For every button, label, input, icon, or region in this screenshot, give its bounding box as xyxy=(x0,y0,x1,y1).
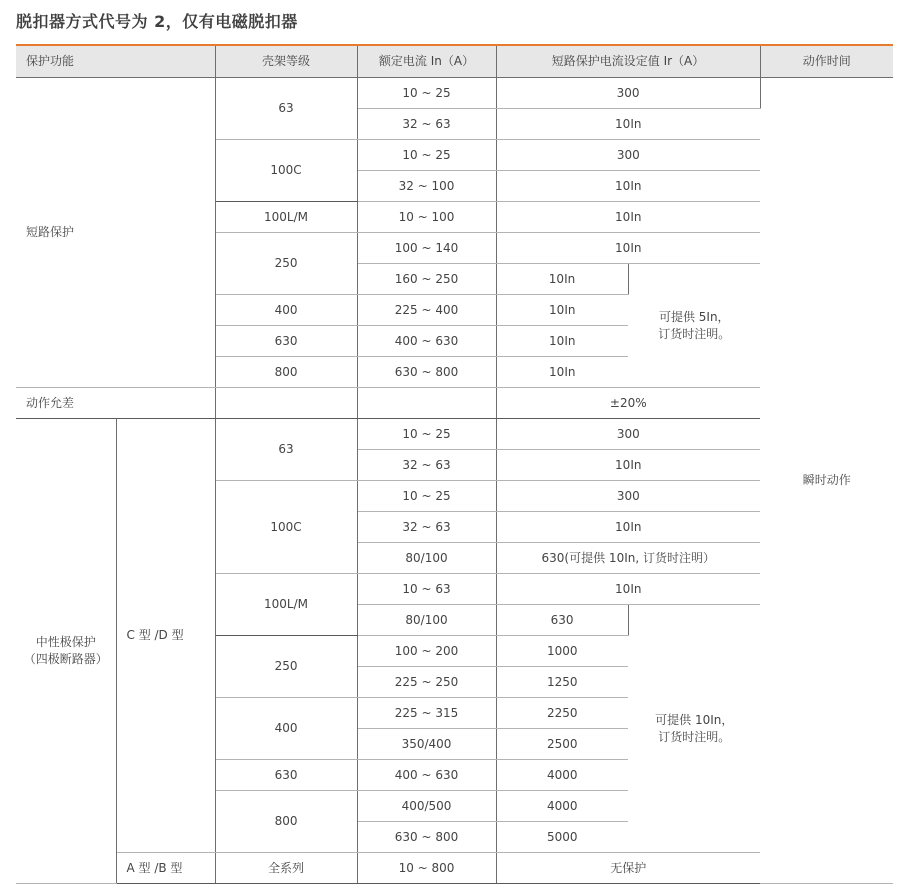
table-row xyxy=(16,78,893,109)
tolerance-value: ±20% xyxy=(496,388,760,419)
rated-current-cell: 80/100 xyxy=(357,605,496,636)
note-line: 可提供 5In， xyxy=(658,309,730,324)
note-line: 可提供 10In， xyxy=(655,712,734,727)
setting-cell: 10In xyxy=(496,357,628,388)
frame-cell: 100C xyxy=(215,140,357,202)
setting-cell: 5000 xyxy=(496,822,628,853)
setting-cell: 10In xyxy=(496,574,760,605)
note-line: 订货时注明。 xyxy=(658,326,731,341)
rated-current-cell: 80/100 xyxy=(357,543,496,574)
setting-cell: 10In xyxy=(496,512,760,543)
rated-current-cell: 100 ~ 140 xyxy=(357,233,496,264)
tolerance-label: 动作允差 xyxy=(16,388,215,419)
release-spec-table xyxy=(16,44,893,884)
header-protection-function: 保护功能 xyxy=(16,45,215,78)
setting-cell: 10In xyxy=(496,109,760,140)
frame-cell: 100C xyxy=(215,481,357,574)
rated-current-cell: 630 ~ 800 xyxy=(357,822,496,853)
header-action-time: 动作时间 xyxy=(760,45,893,78)
setting-cell: 2500 xyxy=(496,729,628,760)
frame-cell: 630 xyxy=(215,760,357,791)
setting-cell: 无保护 xyxy=(496,853,760,884)
type-ab-label: A 型 /B 型 xyxy=(116,853,215,884)
rated-current-cell: 10 ~ 63 xyxy=(357,574,496,605)
short-circuit-label: 短路保护 xyxy=(16,78,215,388)
rated-current-cell: 10 ~ 25 xyxy=(357,419,496,450)
setting-cell: 10In xyxy=(496,202,760,233)
setting-cell: 10In xyxy=(496,171,760,202)
frame-cell: 100L/M xyxy=(215,202,357,233)
rated-current-cell: 32 ~ 63 xyxy=(357,109,496,140)
neutral-label: 中性极保护 xyxy=(35,635,96,649)
rated-current-cell: 32 ~ 63 xyxy=(357,512,496,543)
setting-cell: 2250 xyxy=(496,698,628,729)
setting-cell: 10In xyxy=(496,233,760,264)
frame-cell: 800 xyxy=(215,791,357,853)
rated-current-cell: 350/400 xyxy=(357,729,496,760)
rated-current-cell: 10 ~ 100 xyxy=(357,202,496,233)
rated-current-cell: 100 ~ 200 xyxy=(357,636,496,667)
frame-cell: 63 xyxy=(215,78,357,140)
setting-cell: 10In xyxy=(496,264,628,295)
setting-cell: 1250 xyxy=(496,667,628,698)
header-short-circuit-setting: 短路保护电流设定值 Ir（A） xyxy=(496,45,760,78)
frame-cell: 250 xyxy=(215,636,357,698)
neutral-label-cell xyxy=(16,419,116,884)
setting-cell: 300 xyxy=(496,140,760,171)
table-header-row xyxy=(16,45,893,78)
setting-cell: 10In xyxy=(496,450,760,481)
rated-current-cell: 10 ~ 25 xyxy=(357,140,496,171)
setting-cell: 10In xyxy=(496,295,628,326)
rated-current-cell: 400 ~ 630 xyxy=(357,326,496,357)
rated-current-cell: 32 ~ 100 xyxy=(357,171,496,202)
setting-cell: 10In xyxy=(496,326,628,357)
rated-current-cell: 400 ~ 630 xyxy=(357,760,496,791)
frame-cell xyxy=(215,388,357,419)
rated-current-cell xyxy=(357,388,496,419)
type-cd-label: C 型 /D 型 xyxy=(116,419,215,853)
setting-cell: 300 xyxy=(496,481,760,512)
setting-cell: 630 xyxy=(496,605,628,636)
setting-cell: 300 xyxy=(496,78,760,109)
rated-current-cell: 160 ~ 250 xyxy=(357,264,496,295)
rated-current-cell: 32 ~ 63 xyxy=(357,450,496,481)
frame-cell: 400 xyxy=(215,698,357,760)
rated-current-cell: 630 ~ 800 xyxy=(357,357,496,388)
frame-cell: 63 xyxy=(215,419,357,481)
rated-current-cell: 10 ~ 25 xyxy=(357,78,496,109)
rated-current-cell: 10 ~ 800 xyxy=(357,853,496,884)
setting-cell: 4000 xyxy=(496,760,628,791)
rated-current-cell: 225 ~ 250 xyxy=(357,667,496,698)
header-rated-current: 额定电流 In（A） xyxy=(357,45,496,78)
frame-cell: 250 xyxy=(215,233,357,295)
setting-cell: 630(可提供 10In, 订货时注明） xyxy=(496,543,760,574)
frame-cell: 100L/M xyxy=(215,574,357,636)
rated-current-cell: 225 ~ 400 xyxy=(357,295,496,326)
page-title: 脱扣器方式代号为 2，仅有电磁脱扣器 xyxy=(16,12,298,31)
frame-cell: 400 xyxy=(215,295,357,326)
rated-current-cell: 400/500 xyxy=(357,791,496,822)
note-cell xyxy=(628,605,760,853)
action-time-cell: 瞬时动作 xyxy=(760,78,893,884)
frame-cell: 全系列 xyxy=(215,853,357,884)
note-line: 订货时注明。 xyxy=(658,729,731,744)
note-cell xyxy=(628,264,760,388)
setting-cell: 300 xyxy=(496,419,760,450)
rated-current-cell: 10 ~ 25 xyxy=(357,481,496,512)
frame-cell: 630 xyxy=(215,326,357,357)
neutral-label: （四极断路器） xyxy=(23,652,108,666)
setting-cell: 4000 xyxy=(496,791,628,822)
setting-cell: 1000 xyxy=(496,636,628,667)
rated-current-cell: 225 ~ 315 xyxy=(357,698,496,729)
frame-cell: 800 xyxy=(215,357,357,388)
header-frame-level: 壳架等级 xyxy=(215,45,357,78)
